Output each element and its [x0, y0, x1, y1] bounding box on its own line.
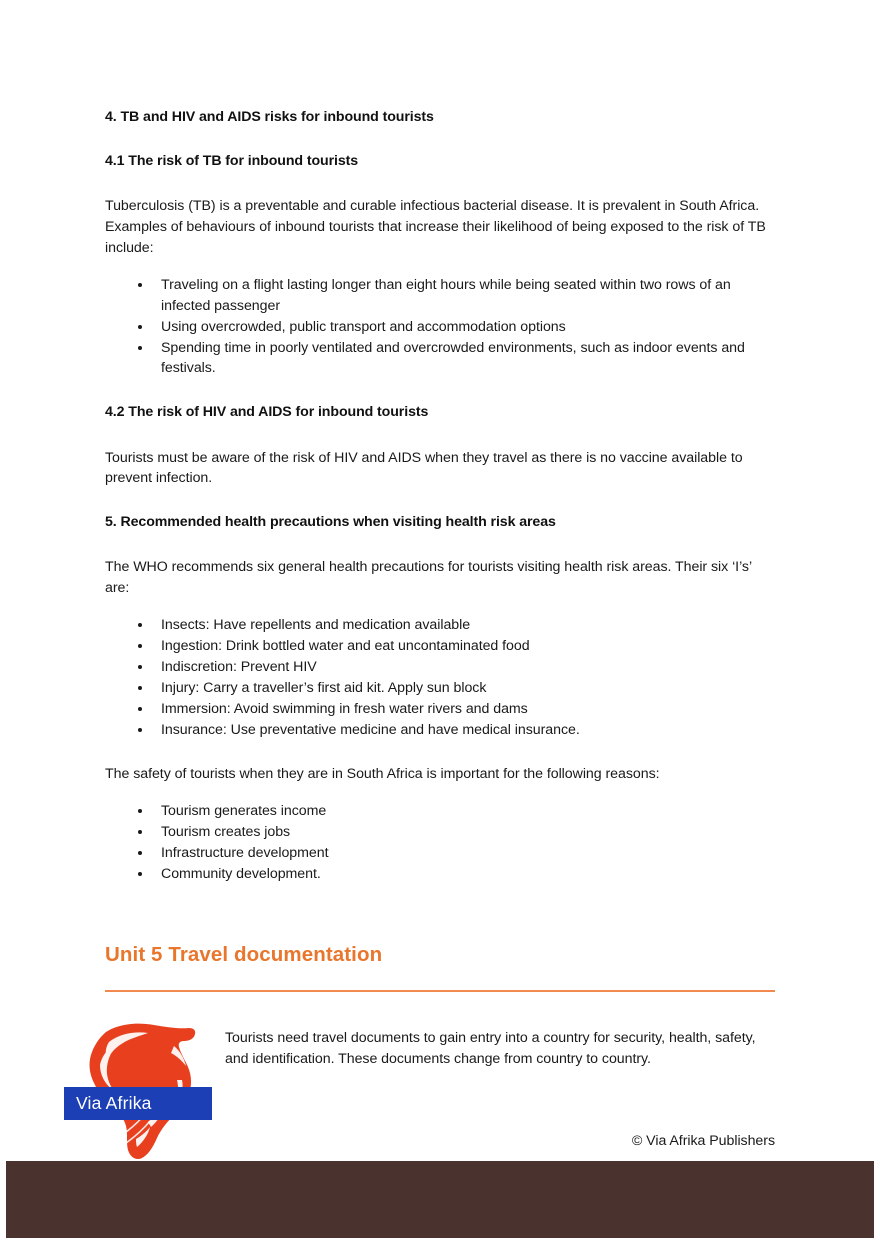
- logo-banner-text: Via Afrika: [76, 1092, 152, 1113]
- list-item: Insurance: Use preventative medicine and have medical insurance.: [105, 720, 775, 741]
- unit-title: Unit 5 Travel documentation: [105, 943, 383, 966]
- unit-divider: [105, 990, 775, 992]
- list-item: Immersion: Avoid swimming in fresh water rivers and dams: [105, 699, 775, 720]
- spacer: [105, 740, 775, 764]
- unit-intro-paragraph: Tourists need travel documents to gain entry into a country for security, health, safety, and identification. These documents change from country to country.: [225, 1030, 756, 1067]
- list-item: Tourism creates jobs: [105, 822, 775, 843]
- paragraph-tourist-safety: The safety of tourists when they are in South Africa is important for the following reasons:: [105, 766, 660, 783]
- footer-band: [6, 1161, 874, 1238]
- bullet-list-safety-reasons: [105, 801, 775, 885]
- list-item: Spending time in poorly ventilated and overcrowded environments, such as indoor events and festivals.: [105, 338, 775, 380]
- list-item: Insects: Have repellents and medication available: [105, 615, 775, 636]
- heading-section-5: 5. Recommended health precautions when visiting health risk areas: [105, 514, 556, 531]
- list-item: Community development.: [105, 864, 775, 885]
- unit-heading-block: [105, 943, 775, 992]
- heading-section-4-1: 4.1 The risk of TB for inbound tourists: [105, 153, 359, 170]
- via-afrika-logo: [62, 1018, 214, 1160]
- bullet-list-six-is: [105, 615, 775, 740]
- spacer: [105, 489, 775, 513]
- spacer: [105, 599, 775, 615]
- copyright-notice: © Via Afrika Publishers: [631, 1133, 775, 1149]
- logo-banner: [64, 1087, 212, 1120]
- list-item: Injury: Carry a traveller’s first aid kit. Apply sun block: [105, 678, 775, 699]
- paragraph-section-4-1: Tuberculosis (TB) is a preventable and curable infectious bacterial disease. It is prevalent in South Africa. Examples of behaviours of inbound tourists that increase their likelihood of being exposed to the risk of TB include:: [105, 198, 766, 257]
- spacer: [105, 379, 775, 403]
- spacer: [105, 171, 775, 196]
- list-item: Using overcrowded, public transport and accommodation options: [105, 317, 775, 338]
- list-item: Ingestion: Drink bottled water and eat uncontaminated food: [105, 636, 775, 657]
- spacer: [105, 423, 775, 448]
- list-item: Indiscretion: Prevent HIV: [105, 657, 775, 678]
- paragraph-section-5: The WHO recommends six general health precautions for tourists visiting health risk areas. Their six ‘I’s’ are:: [105, 559, 752, 597]
- list-item: Infrastructure development: [105, 843, 775, 864]
- list-item: Traveling on a flight lasting longer than eight hours while being seated within two rows of an infected passenger: [105, 275, 775, 317]
- spacer: [105, 127, 775, 152]
- spacer: [105, 259, 775, 275]
- spacer: [105, 532, 775, 557]
- paragraph-section-4-2: Tourists must be aware of the risk of HIV and AIDS when they travel as there is no vaccine available to prevent infection.: [105, 449, 743, 487]
- heading-section-4-2: 4.2 The risk of HIV and AIDS for inbound tourists: [105, 404, 429, 421]
- heading-section-4: 4. TB and HIV and AIDS risks for inbound tourists: [105, 109, 434, 125]
- bullet-list-tb-risks: [105, 275, 775, 379]
- document-body: [105, 108, 775, 885]
- list-item: Tourism generates income: [105, 801, 775, 822]
- spacer: [105, 785, 775, 801]
